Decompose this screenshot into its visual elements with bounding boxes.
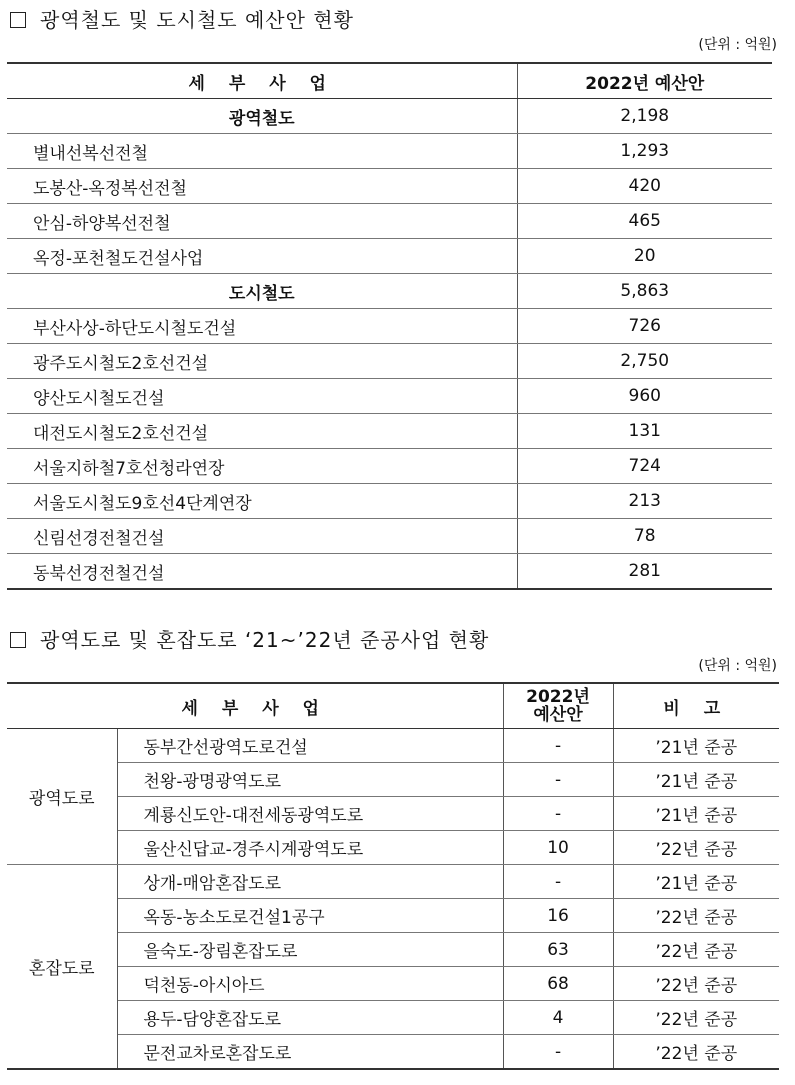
project-name: 옥정-포천철도건설사업	[7, 239, 517, 274]
header-budget: 2022년 예산안	[503, 683, 613, 729]
project-name: 대전도시철도2호선건설	[7, 414, 517, 449]
table-row	[7, 134, 772, 169]
completion-note: ’21년 준공	[613, 797, 779, 831]
completion-note: ’21년 준공	[613, 763, 779, 797]
budget-value: 724	[517, 449, 772, 484]
completion-note: ’22년 준공	[613, 899, 779, 933]
completion-note: ’22년 준공	[613, 967, 779, 1001]
project-name: 동부간선광역도로건설	[117, 729, 503, 763]
table-row	[7, 729, 779, 763]
budget-value: 10	[503, 831, 613, 865]
table-row	[7, 414, 772, 449]
project-name: 을숙도-장림혼잡도로	[117, 933, 503, 967]
project-name: 양산도시철도건설	[7, 379, 517, 414]
table-row	[7, 933, 779, 967]
budget-value: 5,863	[517, 274, 772, 309]
budget-value: -	[503, 763, 613, 797]
section1-title	[10, 4, 354, 33]
table-row	[7, 797, 779, 831]
table-row	[7, 239, 772, 274]
project-name: 계룡신도안-대전세동광역도로	[117, 797, 503, 831]
table-row	[7, 865, 779, 899]
table-row	[7, 169, 772, 204]
header-budget: 2022년 예산안	[517, 63, 772, 99]
table-row	[7, 763, 779, 797]
budget-value: -	[503, 729, 613, 763]
table-row	[7, 379, 772, 414]
checkbox-square-icon	[10, 632, 26, 648]
project-name: 동북선경전철건설	[7, 554, 517, 590]
table-row	[7, 1035, 779, 1070]
completion-note: ’21년 준공	[613, 865, 779, 899]
project-name: 광역철도	[7, 99, 517, 134]
budget-value: 16	[503, 899, 613, 933]
completion-note: ’22년 준공	[613, 1035, 779, 1070]
budget-value: 960	[517, 379, 772, 414]
group-row	[7, 274, 772, 309]
table-row	[7, 309, 772, 344]
project-name: 덕천동-아시아드	[117, 967, 503, 1001]
table-header-row	[7, 63, 772, 99]
completion-note: ’22년 준공	[613, 1001, 779, 1035]
completion-note: ’22년 준공	[613, 933, 779, 967]
project-name: 용두-담양혼잡도로	[117, 1001, 503, 1035]
table-row	[7, 519, 772, 554]
project-name: 신림선경전철건설	[7, 519, 517, 554]
budget-value: 78	[517, 519, 772, 554]
budget-value: 281	[517, 554, 772, 590]
budget-value: 4	[503, 1001, 613, 1035]
project-name: 서울도시철도9호선4단계연장	[7, 484, 517, 519]
category-label: 혼잡도로	[7, 865, 117, 1070]
budget-value: 2,198	[517, 99, 772, 134]
budget-value: 20	[517, 239, 772, 274]
table-header-row	[7, 683, 779, 729]
budget-value: 63	[503, 933, 613, 967]
project-name: 광주도시철도2호선건설	[7, 344, 517, 379]
budget-value: 2,750	[517, 344, 772, 379]
table-row	[7, 449, 772, 484]
section2-unit: (단위 : 억원)	[698, 658, 777, 674]
project-name: 상개-매암혼잡도로	[117, 865, 503, 899]
section2-title-text: 광역도로 및 혼잡도로 ‘21~’22년 준공사업 현황	[40, 628, 490, 652]
table-row	[7, 344, 772, 379]
table-row	[7, 484, 772, 519]
category-label: 광역도로	[7, 729, 117, 865]
table-row	[7, 554, 772, 590]
project-name: 도봉산-옥정복선전철	[7, 169, 517, 204]
budget-value: -	[503, 865, 613, 899]
project-name: 별내선복선전철	[7, 134, 517, 169]
group-row	[7, 99, 772, 134]
table-row	[7, 204, 772, 239]
budget-value: 726	[517, 309, 772, 344]
section2-title	[10, 624, 489, 653]
budget-value: -	[503, 797, 613, 831]
budget-value: 465	[517, 204, 772, 239]
road-projects-table	[7, 682, 779, 1070]
project-name: 부산사상-하단도시철도건설	[7, 309, 517, 344]
table-row	[7, 899, 779, 933]
table-row	[7, 967, 779, 1001]
railway-budget-table	[7, 62, 772, 590]
table-row	[7, 831, 779, 865]
project-name: 서울지하철7호선청라연장	[7, 449, 517, 484]
budget-value: 213	[517, 484, 772, 519]
budget-value: 1,293	[517, 134, 772, 169]
header-project: 세 부 사 업	[7, 683, 503, 729]
project-name: 옥동-농소도로건설1공구	[117, 899, 503, 933]
project-name: 문전교차로혼잡도로	[117, 1035, 503, 1070]
header-note: 비 고	[613, 683, 779, 729]
budget-value: 131	[517, 414, 772, 449]
table-row	[7, 1001, 779, 1035]
budget-value: -	[503, 1035, 613, 1070]
header-project: 세 부 사 업	[7, 63, 517, 99]
budget-value: 68	[503, 967, 613, 1001]
completion-note: ’22년 준공	[613, 831, 779, 865]
section1-unit: (단위 : 억원)	[698, 37, 777, 53]
section1-title-text: 광역철도 및 도시철도 예산안 현황	[40, 8, 354, 32]
checkbox-square-icon	[10, 12, 26, 28]
completion-note: ’21년 준공	[613, 729, 779, 763]
project-name: 안심-하양복선전철	[7, 204, 517, 239]
project-name: 천왕-광명광역도로	[117, 763, 503, 797]
budget-value: 420	[517, 169, 772, 204]
project-name: 도시철도	[7, 274, 517, 309]
project-name: 울산신답교-경주시계광역도로	[117, 831, 503, 865]
